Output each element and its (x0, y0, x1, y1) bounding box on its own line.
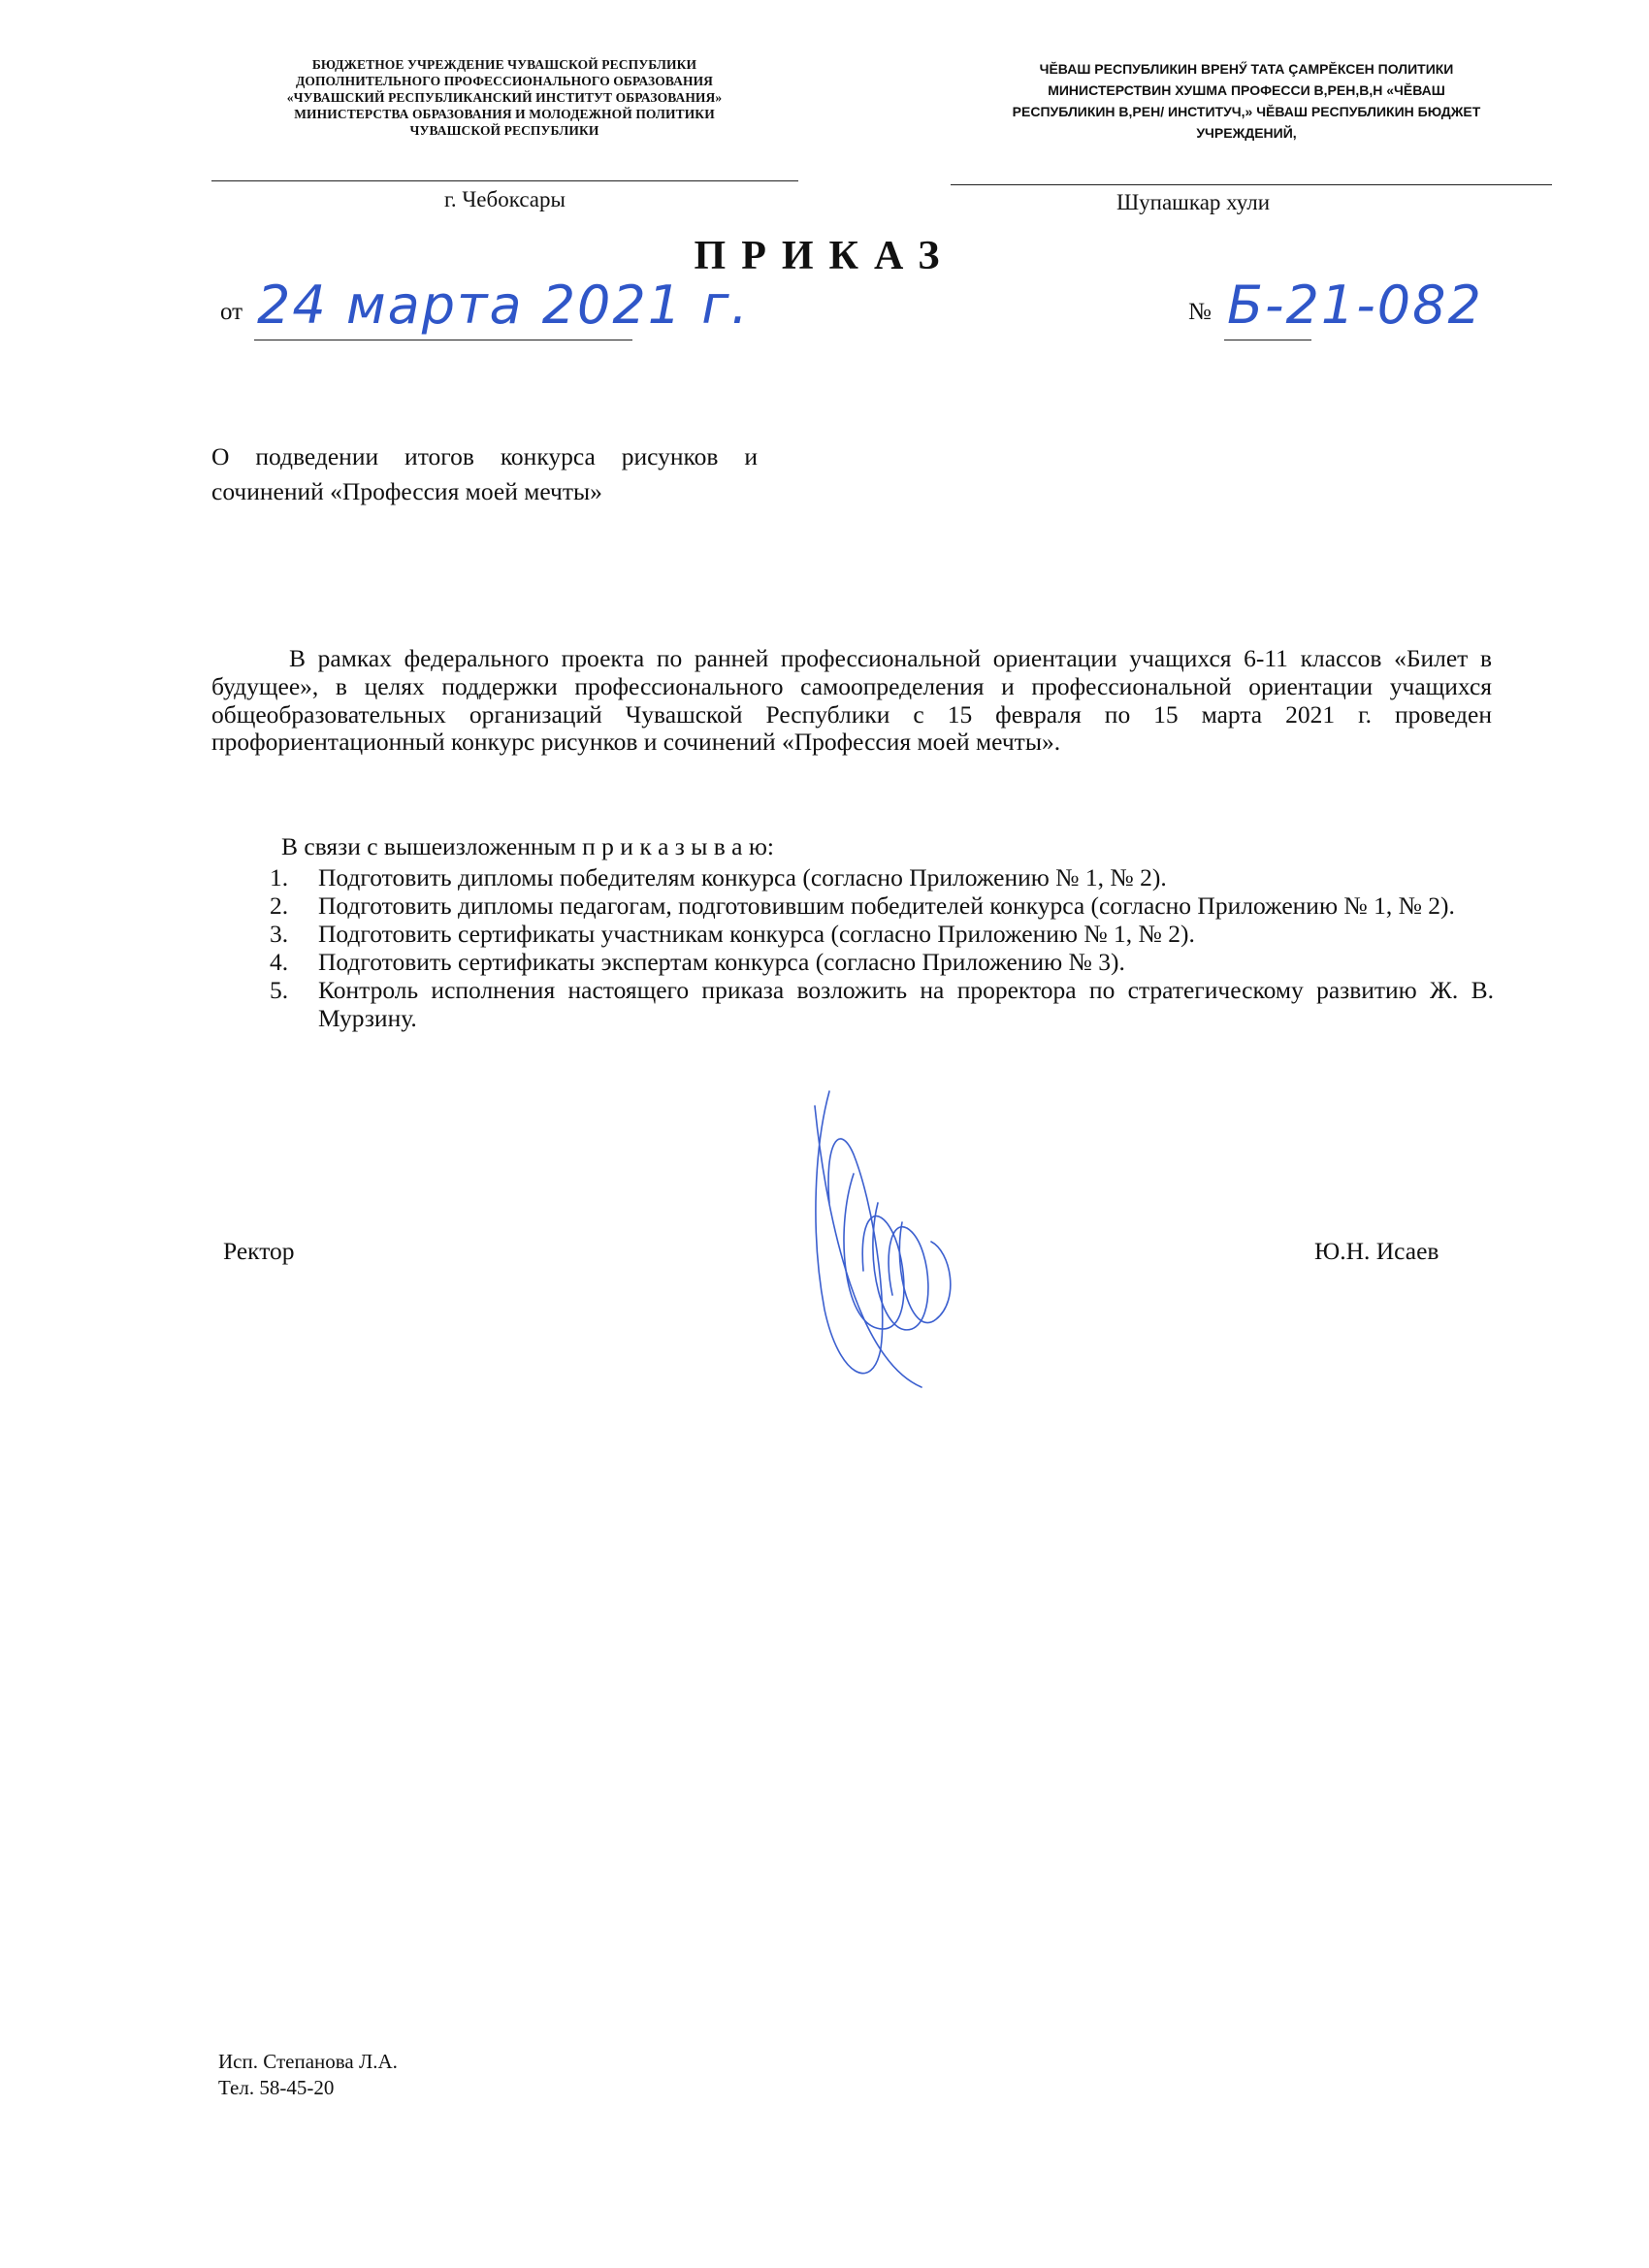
signatory-position: Ректор (223, 1237, 295, 1265)
list-item (270, 863, 1494, 891)
header-left-city: г. Чебоксары (444, 187, 566, 211)
list-item-number: 2. (270, 891, 289, 920)
order-phrase: В связи с вышеизложенным п р и к а з ы в а ю: (281, 832, 774, 860)
preamble-paragraph: В рамках федерального проекта по ранней профессиональной ориентации учащихся 6-11 классов «Билет в будущее», в целях поддержки профессионального самоопределения и профессиональной ориентации учащихся общеобразовательных организаций Чувашской Республики с 15 февраля по 15 марта 2021 г. проведен профориентационный конкурс рисунков и сочинений «Профессия моей мечты». (211, 644, 1492, 757)
list-item-text: Подготовить дипломы победителям конкурса (согласно Приложению № 1, № 2). (318, 863, 1167, 891)
header-right-line: РЕСПУБЛИКИН В,РЕН/ ИНСТИТУЧ,» ЧĔВАШ РЕСПУБЛИКИН БЮДЖЕТ (1012, 104, 1481, 119)
header-right-divider (951, 184, 1552, 185)
header-left-divider (211, 180, 798, 181)
list-item (270, 948, 1494, 976)
signatory-name: Ю.Н. Исаев (1314, 1237, 1439, 1265)
header-right-line: МИНИСТЕРСТВИН ХУШМА ПРОФЕССИ В,РЕН,В,Н «ЧĔВАШ (1048, 82, 1445, 98)
list-item-number: 3. (270, 920, 289, 948)
number-handwritten: Б-21-082 (1227, 275, 1483, 336)
date-handwritten: 24 марта 2021 г. (257, 275, 750, 336)
header-right-line: УЧРЕЖДЕНИЙ, (1196, 125, 1297, 141)
list-item-number: 1. (270, 863, 289, 891)
header-right-organization (955, 58, 1537, 144)
header-left-line: ДОПОЛНИТЕЛЬНОГО ПРОФЕССИОНАЛЬНОГО ОБРАЗОВАНИЯ (295, 74, 714, 88)
list-item-number: 5. (270, 976, 289, 1004)
document-title: ПРИКАЗ (694, 234, 955, 278)
header-left-line: БЮДЖЕТНОЕ УЧРЕЖДЕНИЕ ЧУВАШСКОЙ РЕСПУБЛИКИ (311, 57, 697, 72)
list-item (270, 891, 1494, 920)
list-item-text: Подготовить дипломы педагогам, подготовившим победителей конкурса (согласно Приложению № 1, № 2). (318, 891, 1455, 920)
number-label: № (1188, 299, 1212, 325)
list-item (270, 976, 1494, 1032)
list-item (270, 920, 1494, 948)
header-right-city: Шупашкар хули (1116, 190, 1271, 214)
header-left-line: МИНИСТЕРСТВА ОБРАЗОВАНИЯ И МОЛОДЕЖНОЙ ПОЛИТИКИ (294, 107, 715, 121)
date-label: от (220, 299, 243, 325)
executor-phone: Тел. 58-45-20 (218, 2076, 335, 2099)
header-left-line: ЧУВАШСКОЙ РЕСПУБЛИКИ (409, 123, 599, 138)
header-left-organization (213, 56, 795, 139)
list-item-text: Контроль исполнения настоящего приказа возложить на проректора по стратегическому развитию Ж. В. Мурзину. (318, 976, 1494, 1032)
header-right-line: ЧĔВАШ РЕСПУБЛИКИН ВРЕНӲ ТАТА ÇАМРĔКСЕН ПОЛИТИКИ (1039, 61, 1454, 77)
list-item-number: 4. (270, 948, 289, 976)
order-subject: О подведении итогов конкурса рисунков и сочинений «Профессия моей мечты» (211, 442, 758, 505)
list-item-text: Подготовить сертификаты участникам конкурса (согласно Приложению № 1, № 2). (318, 920, 1195, 948)
footer-executor-info (218, 2049, 398, 2101)
preamble (211, 645, 1492, 757)
order-items-list (270, 863, 1494, 1032)
list-item-text: Подготовить сертификаты экспертам конкурса (согласно Приложению № 3). (318, 948, 1125, 976)
handwritten-signature (795, 1086, 980, 1397)
executor-name: Исп. Степанова Л.А. (218, 2050, 398, 2073)
header-left-line: «ЧУВАШСКИЙ РЕСПУБЛИКАНСКИЙ ИНСТИТУТ ОБРАЗОВАНИЯ» (286, 90, 723, 105)
